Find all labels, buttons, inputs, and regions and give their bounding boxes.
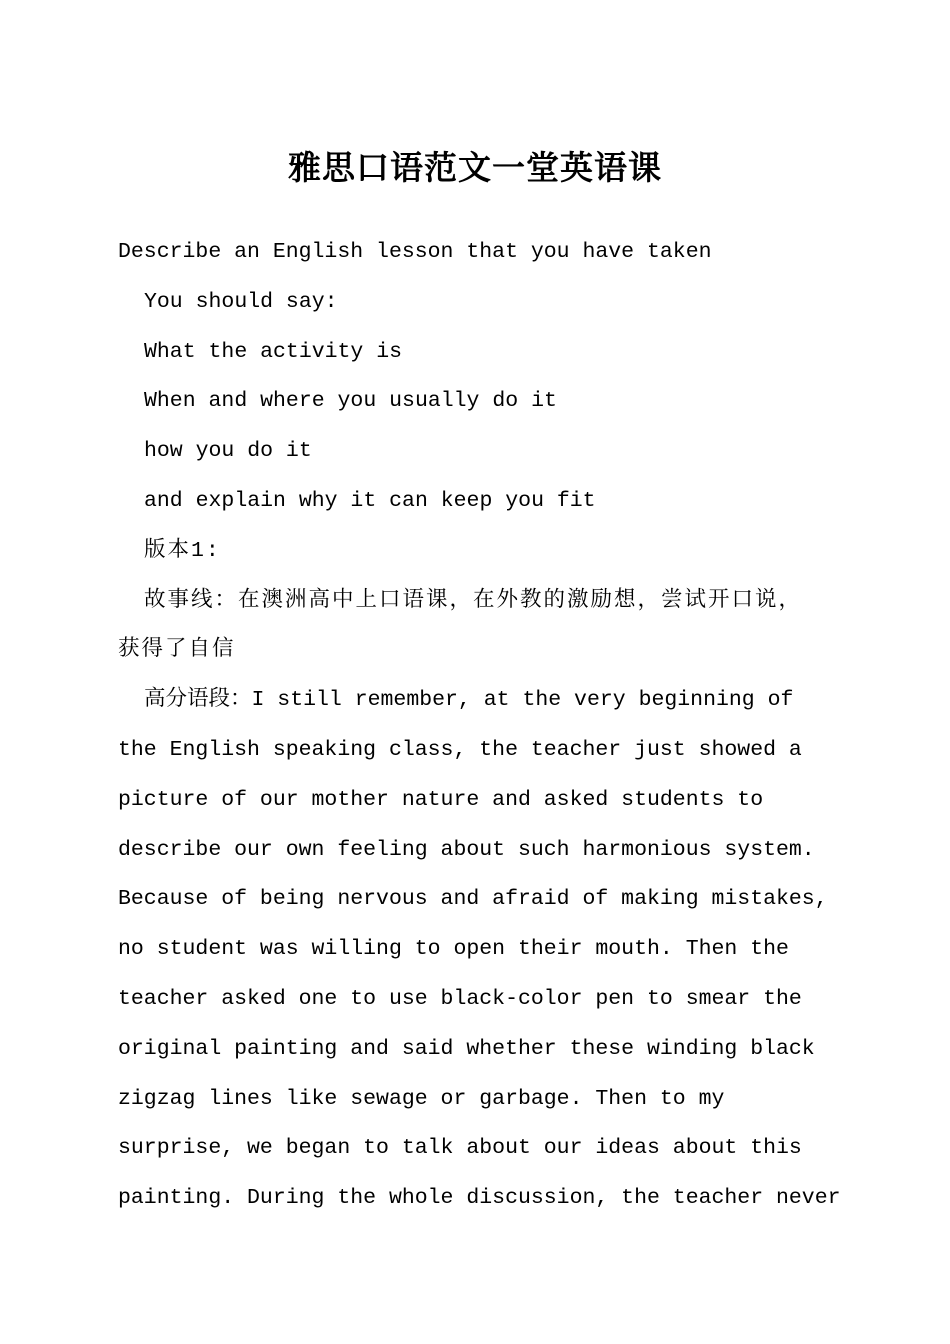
paragraph-line: picture of our mother nature and asked students to <box>118 787 764 812</box>
paragraph-line: zigzag lines like sewage or garbage. Then to my <box>118 1086 725 1111</box>
paragraph-line: original painting and said whether these winding black <box>118 1036 815 1061</box>
paragraph-line: no student was willing to open their mouth. Then the <box>118 937 789 962</box>
storyline-text-cont: 获得了自信 <box>118 638 236 663</box>
cue-item: When and where you usually do it <box>144 389 557 414</box>
prompt-line: Describe an English lesson that you have taken <box>118 240 712 264</box>
paragraph-line: surprise, we began to talk about our ideas about this <box>118 1136 802 1161</box>
cue-item: What the activity is <box>144 339 403 364</box>
cue-heading: You should say: <box>144 289 338 314</box>
paragraph-line: Because of being nervous and afraid of making mistakes, <box>118 887 828 912</box>
cue-item: how you do it <box>144 439 312 464</box>
paragraph-line: the English speaking class, the teacher just showed a <box>118 737 802 762</box>
document-title: 雅思口语范文一堂英语课 <box>288 148 662 187</box>
cue-item: and explain why it can keep you fit <box>144 488 596 513</box>
document-body <box>118 228 848 1224</box>
storyline-text: 故事线：在澳洲高中上口语课，在外教的激励想，尝试开口说， <box>144 588 803 613</box>
paragraph-line: teacher asked one to use black-color pen to smear the <box>118 986 802 1011</box>
paragraph-line: painting. During the whole discussion, the teacher never <box>118 1186 841 1211</box>
version-label: 版本1: <box>144 538 221 563</box>
paragraph-line: 高分语段：I still remember, at the very beginning of <box>144 688 794 713</box>
paragraph-line: describe our own feeling about such harmonious system. <box>118 837 815 862</box>
